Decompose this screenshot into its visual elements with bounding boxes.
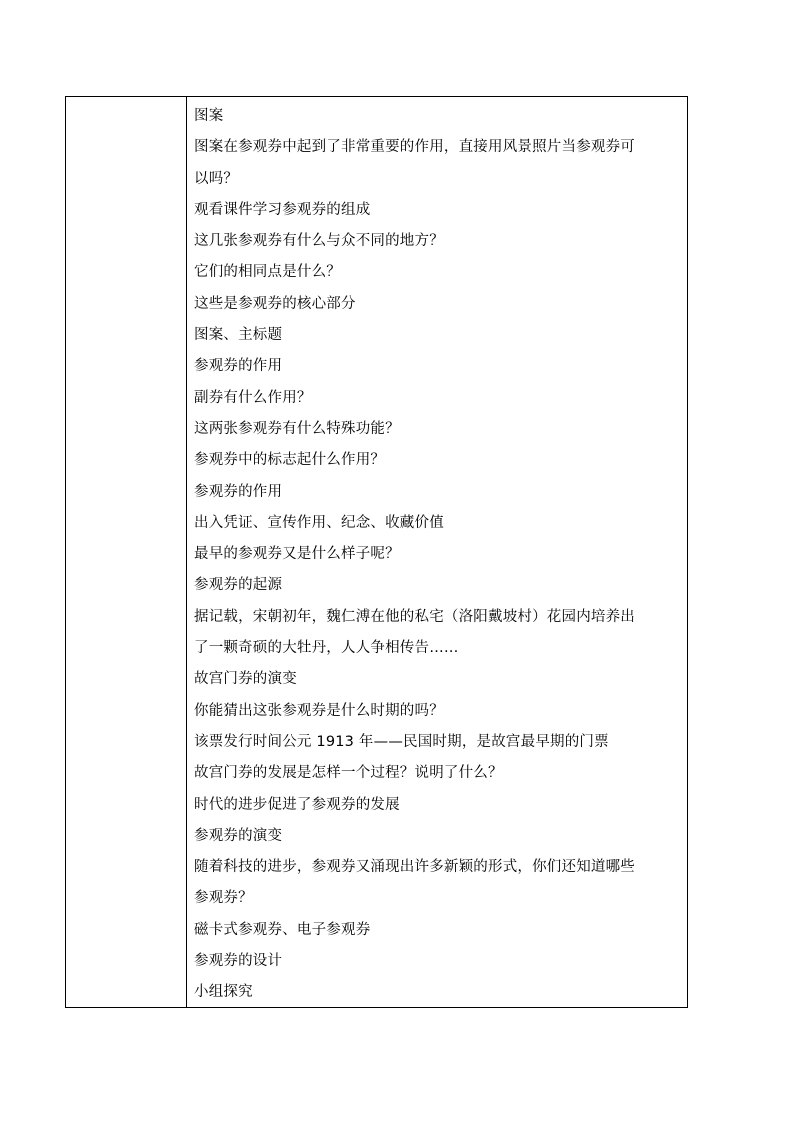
text-line: 了一颗奇硕的大牡丹，人人争相传告…… (194, 640, 459, 657)
text-line: 故宫门券的发展是怎样一个过程？说明了什么？ (194, 765, 503, 782)
text-line: 你能猜出这张参观券是什么时期的吗？ (194, 702, 444, 719)
text-line: 参观券？ (194, 890, 253, 907)
text-line: 图案在参观券中起到了非常重要的作用，直接用风景照片当参观券可 (194, 139, 635, 156)
text-line: 参观券的起源 (194, 577, 283, 594)
text-line: 最早的参观券又是什么样子呢？ (194, 546, 400, 563)
text-line: 故宫门券的演变 (194, 671, 297, 688)
text-line: 观看课件学习参观券的组成 (194, 201, 371, 218)
text-line: 图案 (194, 108, 224, 124)
text-line: 参观券中的标志起什么作用？ (194, 452, 386, 469)
right-column-cell (187, 97, 687, 1007)
text-line: 这几张参观券有什么与众不同的地方？ (194, 233, 444, 250)
text-line: 它们的相同点是什么？ (194, 264, 341, 281)
text-line: 图案、主标题 (194, 327, 283, 344)
text-line: 随着科技的进步，参观券又涌现出许多新颖的形式，你们还知道哪些 (194, 859, 635, 876)
text-line: 参观券的作用 (194, 483, 283, 500)
text-line: 以吗？ (194, 170, 239, 187)
text-line: 出入凭证、宣传作用、纪念、收藏价值 (194, 514, 444, 531)
text-line: 时代的进步促进了参观券的发展 (194, 796, 400, 813)
lesson-table (65, 96, 688, 1008)
text-line: 参观券的演变 (194, 827, 283, 844)
text-line: 参观券的作用 (194, 358, 283, 375)
text-line: 副券有什么作用？ (194, 389, 312, 406)
text-line: 据记载，宋朝初年，魏仁溥在他的私宅（洛阳戴坡村）花园内培养出 (194, 608, 635, 625)
text-line: 这两张参观券有什么特殊功能？ (194, 420, 400, 437)
text-line: 小组探究 (194, 984, 253, 1001)
text-line: 该票发行时间公元 1913 年——民国时期，是故宫最早期的门票 (194, 733, 609, 750)
text-line: 参观券的设计 (194, 953, 283, 970)
left-column-cell (66, 97, 187, 1007)
text-line: 这些是参观券的核心部分 (194, 295, 356, 312)
text-line: 磁卡式参观券、电子参观券 (194, 921, 371, 938)
